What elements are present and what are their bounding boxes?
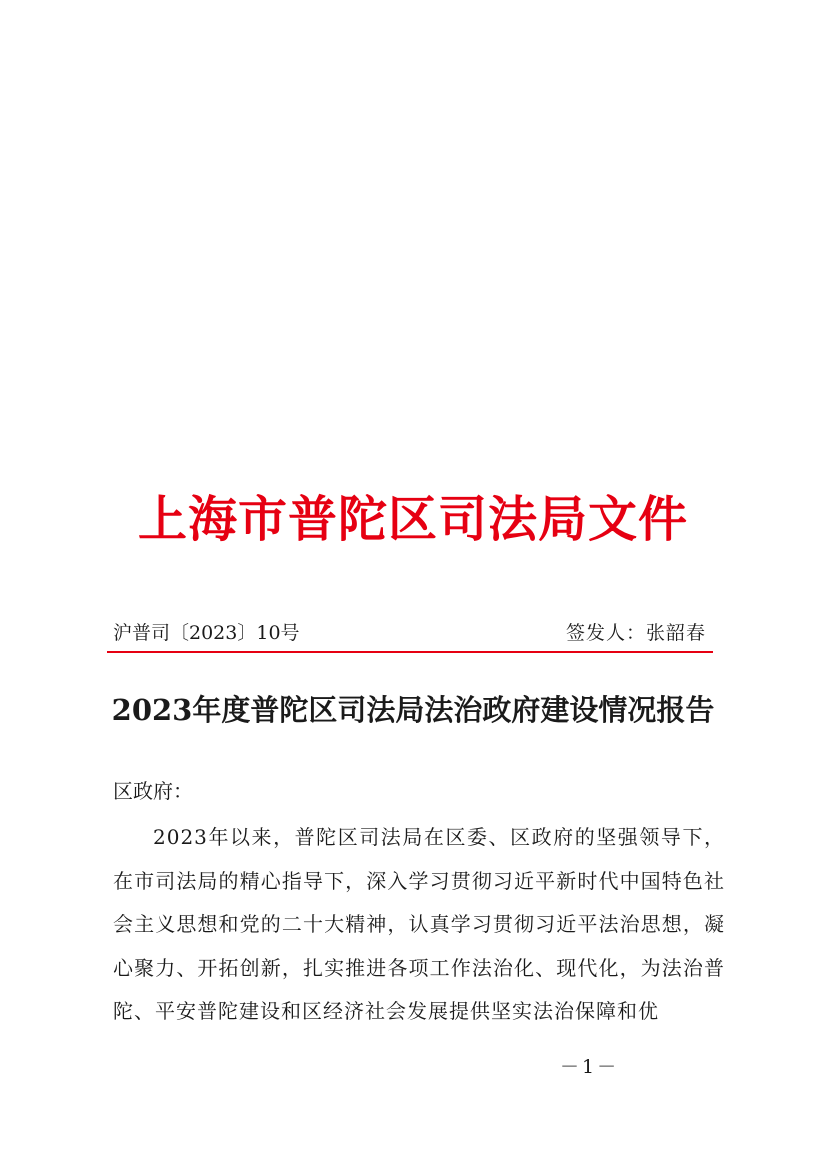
signer: 签发人：张韶春 (565, 622, 706, 644)
red-divider-line (107, 651, 713, 653)
body-paragraph: 2023年以来，普陀区司法局在区委、区政府的坚强领导下，在市司法局的精心指导下，深入学习贯彻习近平新时代中国特色社会主义思想和党的二十大精神，认真学习贯彻习近平法治思想，凝心聚力、开拓创新，扎实推进各项工作法治化、现代化，为法治普陀、平安普陀建设和区经济社会发展提供坚实法治保障和优 (113, 825, 725, 1023)
agency-header-title: 上海市普陀区司法局文件 (137, 490, 688, 548)
document-number: 沪普司〔2023〕10号 (113, 622, 300, 644)
page-number: －1－ (560, 1056, 620, 1078)
document-title: 2023年度普陀区司法局法治政府建设情况报告 (111, 693, 715, 727)
salutation: 区政府： (113, 779, 193, 803)
